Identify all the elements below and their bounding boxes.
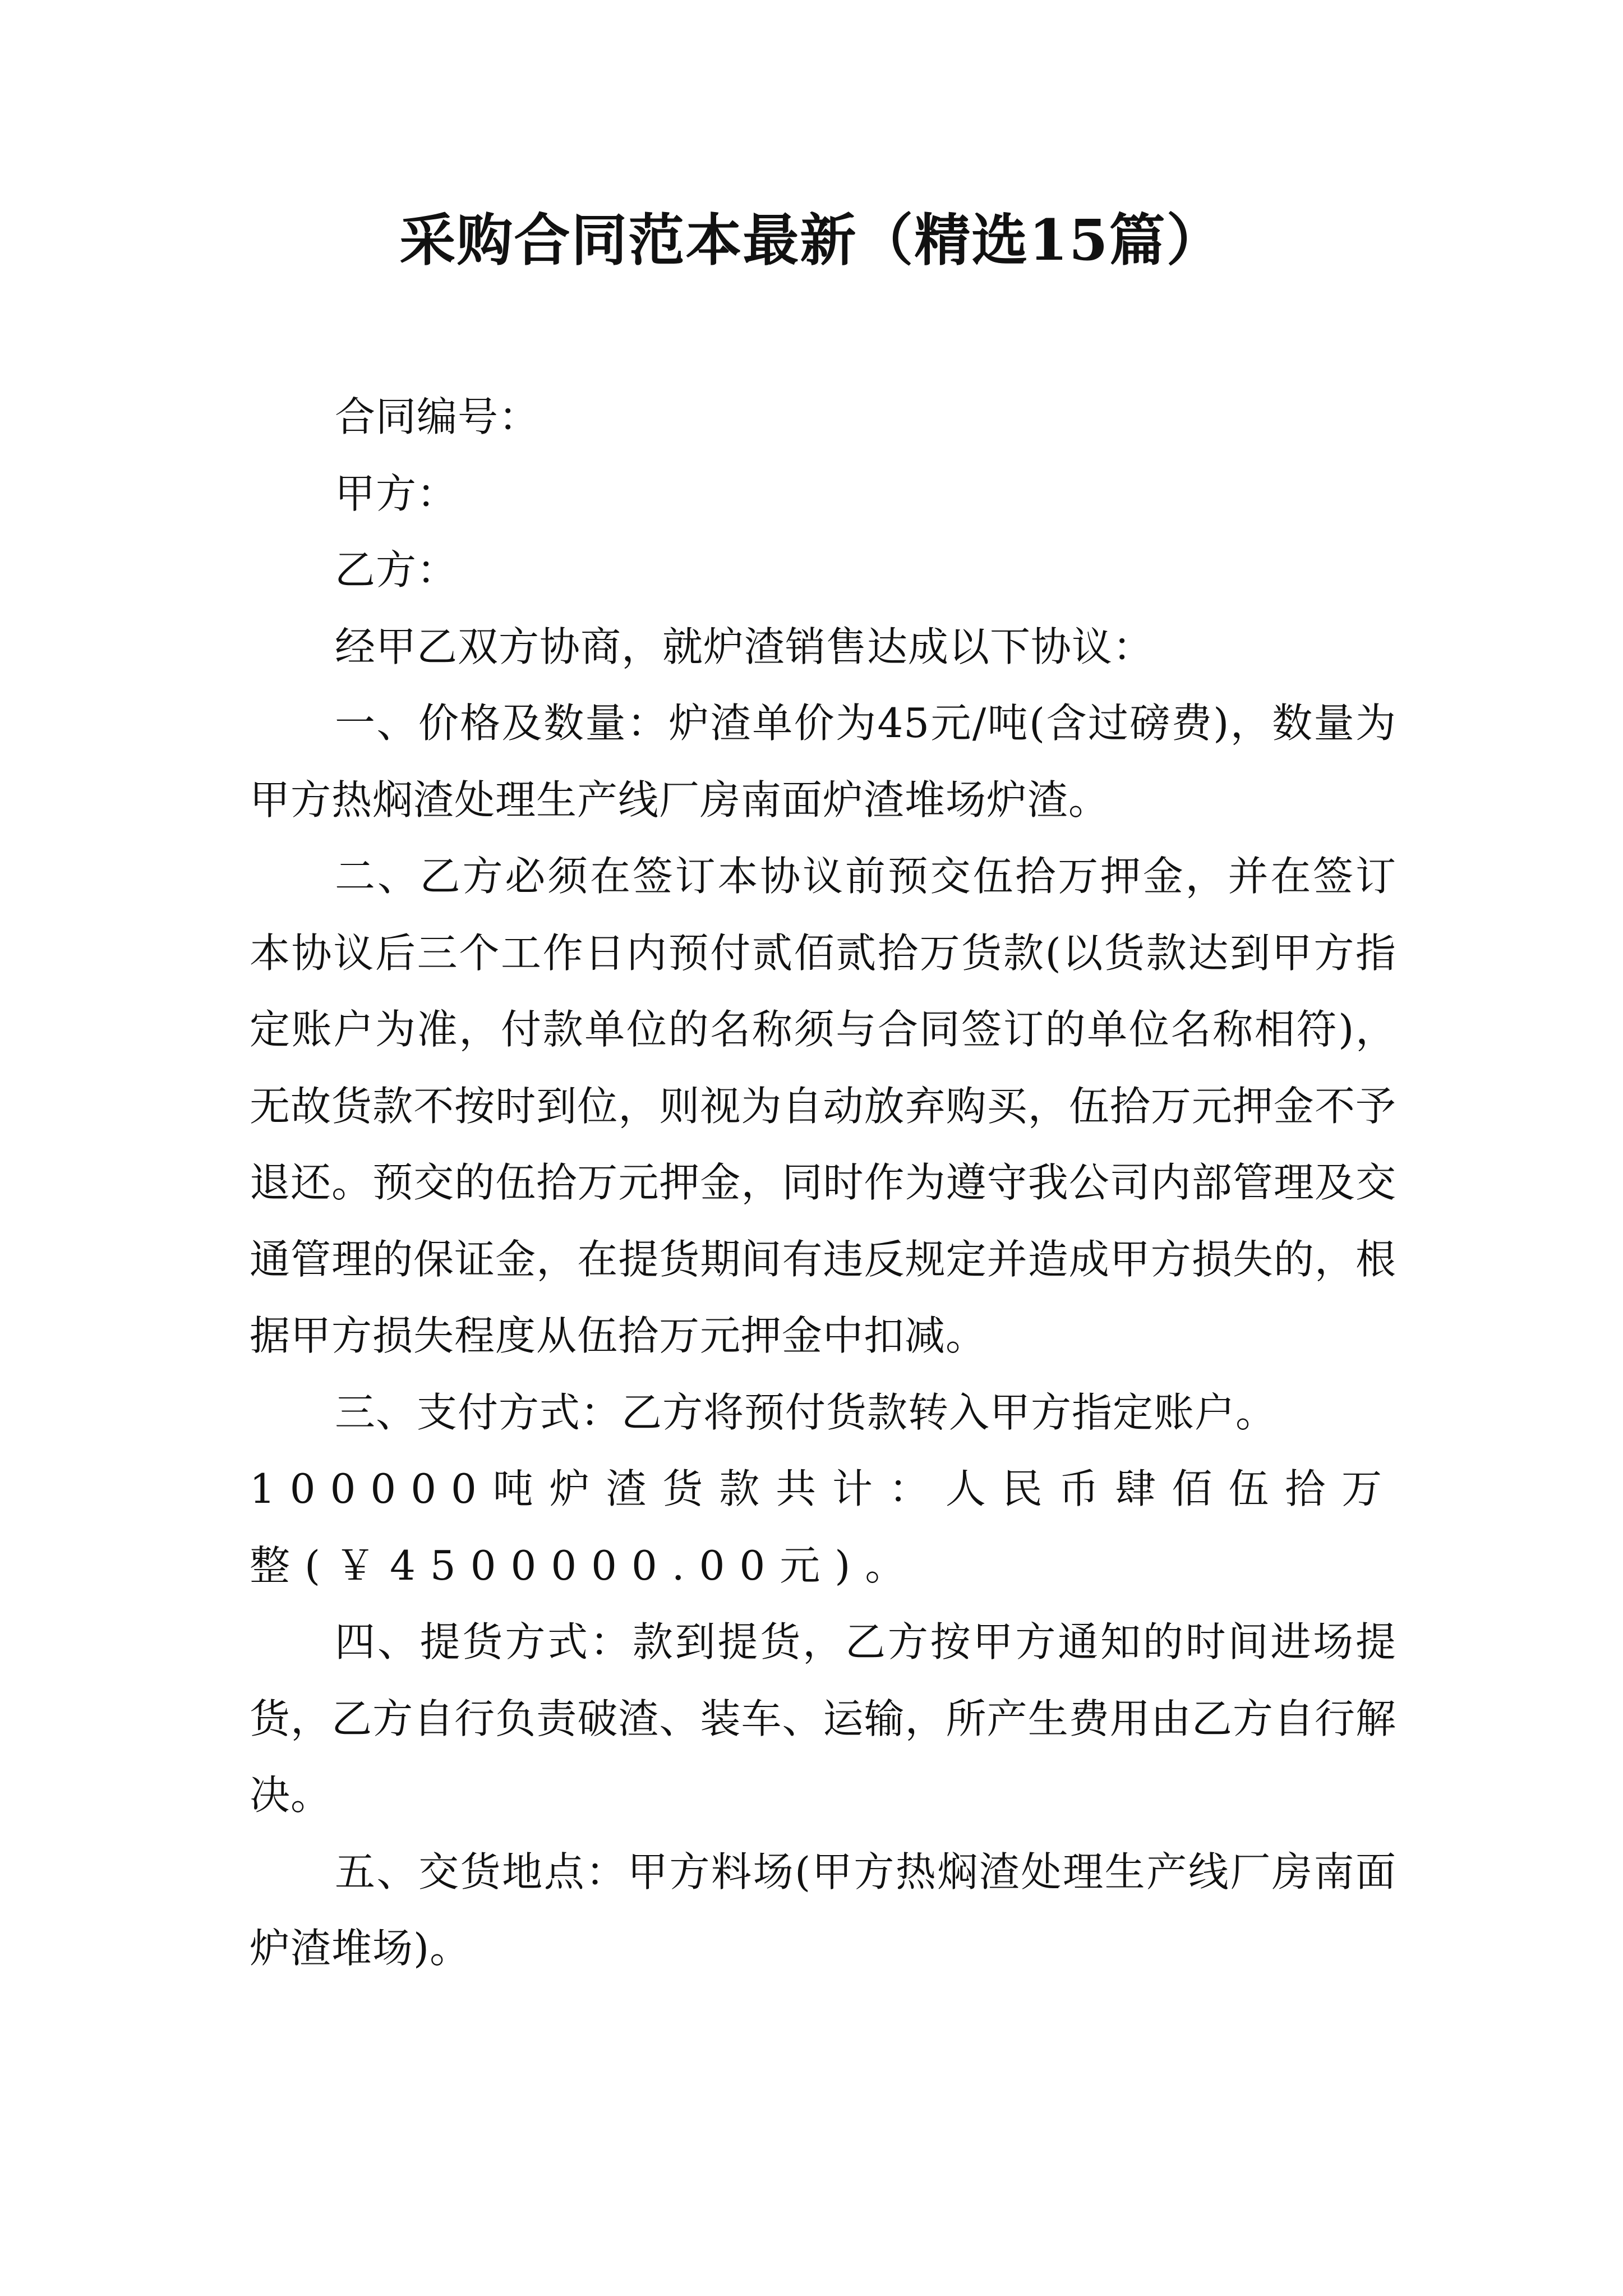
- party-a-line: 甲方：: [335, 470, 458, 517]
- contract-number-line: 合同编号：: [335, 393, 540, 440]
- document-title: 采购合同范本最新（精选15篇）: [399, 207, 1224, 273]
- agreement-intro: 经甲乙双方协商，就炉渣销售达成以下协议：: [335, 623, 1154, 670]
- party-b-line: 乙方：: [335, 546, 458, 593]
- clause-2-deposit: 二、乙方必须在签订本协议前预交伍拾万押金，并在签订本协议后三个工作日内预付贰佰贰拾万货款(以货款达到甲方指定账户为准，付款单位的名称须与合同签订的单位名称相符)，无故货款不按时到位，则视为自动放弃购买，伍拾万元押金不予退还。预交的伍拾万元押金，同时作为遵守我公司内部管理及交通管理的保证金，在提货期间有违反规定并造成甲方损失的，根据甲方损失程度从伍拾万元押金中扣减。: [250, 853, 1396, 1359]
- clause-1-price-quantity: 一、价格及数量：炉渣单价为45元/吨(含过磅费)，数量为甲方热焖渣处理生产线厂房南面炉渣堆场炉渣。: [250, 700, 1396, 823]
- clause-4-pickup: 四、提货方式：款到提货，乙方按甲方通知的时间进场提货，乙方自行负责破渣、装车、运输，所产生费用由乙方自行解决。: [250, 1618, 1396, 1819]
- clause-3-payment: 三、支付方式：乙方将预付货款转入甲方指定账户。: [335, 1388, 1277, 1436]
- clause-5-delivery-location: 五、交货地点：甲方料场(甲方热焖渣处理生产线厂房南面炉渣堆场)。: [250, 1848, 1396, 1972]
- document-body: [250, 379, 1396, 1987]
- clause-3-total-amount: 100000吨炉渣货款共计：人民币肆佰伍拾万整(￥4500000.00元)。: [250, 1465, 1396, 1589]
